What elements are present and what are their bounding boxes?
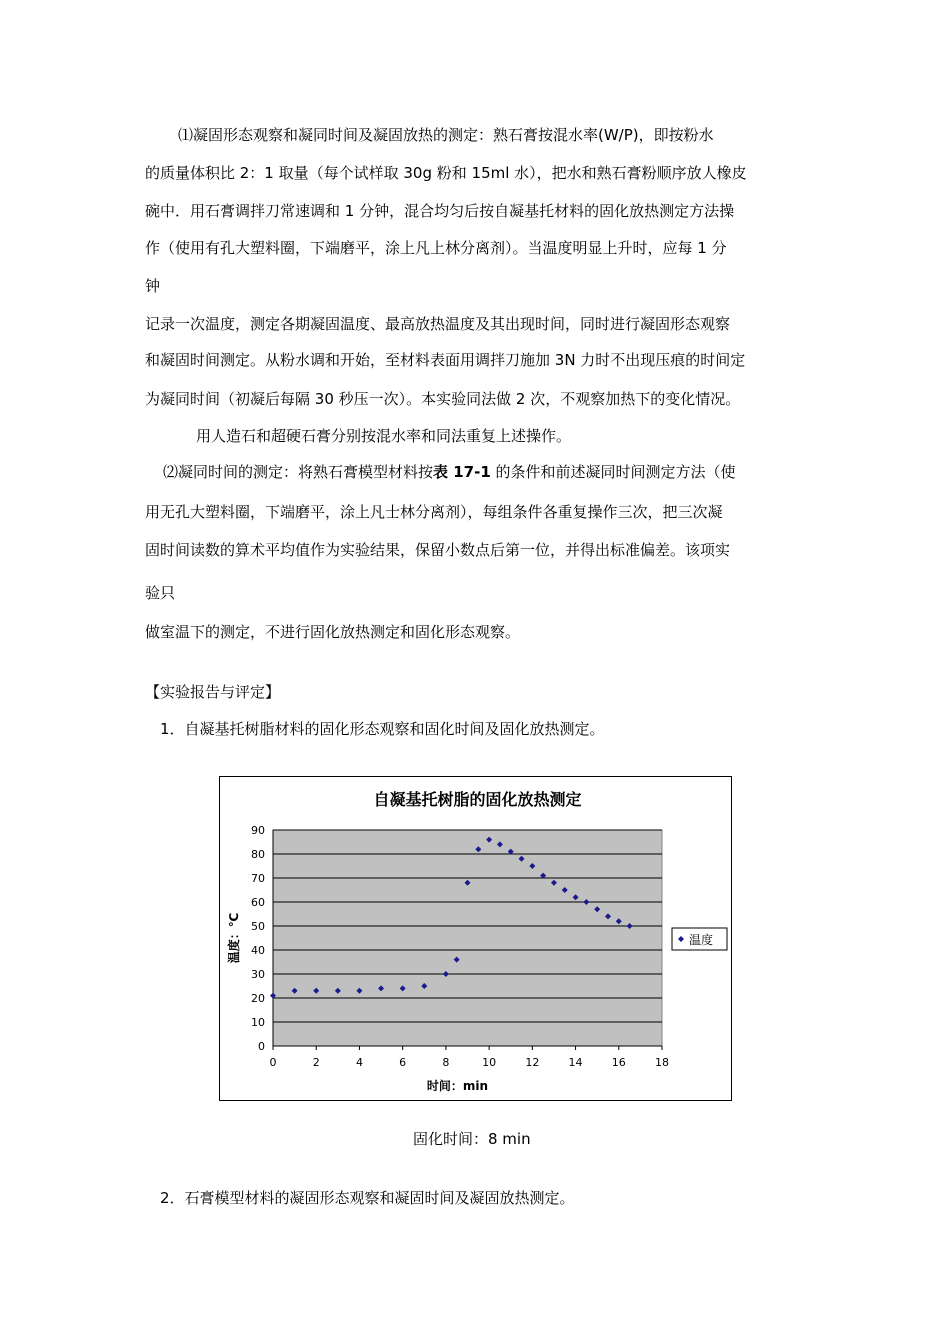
paragraph-text: ⑵凝同时间的测定：将熟石膏模型材料按 bbox=[163, 463, 434, 481]
paragraph-line: 验只 bbox=[145, 584, 176, 602]
legend-label: 温度 bbox=[689, 933, 714, 947]
chart-title: 自凝基托树脂的固化放热测定 bbox=[373, 790, 582, 809]
x-tick-label: 8 bbox=[442, 1056, 450, 1069]
y-tick-label: 50 bbox=[251, 920, 265, 933]
x-tick-label: 0 bbox=[269, 1056, 277, 1069]
y-tick-label: 90 bbox=[251, 824, 265, 837]
x-tick-label: 10 bbox=[482, 1056, 497, 1069]
table-reference: 表 17-1 bbox=[433, 463, 491, 481]
paragraph-line: 钟 bbox=[145, 277, 161, 295]
paragraph-line: 的质量体积比 2：1 取量（每个试样取 30g 粉和 15ml 水），把水和熟石膏粉顺序放人橡皮 bbox=[145, 164, 747, 182]
paragraph-line: 和凝固时间测定。从粉水调和开始，至材料表面用调拌刀施加 3N 力时不出现压痕的时间定 bbox=[145, 351, 746, 369]
list-item: 1．自凝基托树脂材料的固化形态观察和固化时间及固化放热测定。 bbox=[160, 720, 605, 738]
y-tick-label: 70 bbox=[251, 872, 265, 885]
x-tick-label: 12 bbox=[525, 1056, 540, 1069]
paragraph-line: 用无孔大塑料圈，下端磨平，涂上凡士林分离剂），每组条件各重复操作三次，把三次凝 bbox=[145, 503, 723, 521]
x-tick-label: 4 bbox=[355, 1056, 363, 1069]
y-tick-label: 0 bbox=[258, 1040, 265, 1053]
chart bbox=[219, 776, 732, 1101]
paragraph-line: 做室温下的测定，不进行固化放热测定和固化形态观察。 bbox=[145, 623, 521, 641]
x-tick-label: 6 bbox=[399, 1056, 407, 1069]
y-tick-label: 30 bbox=[251, 968, 265, 981]
paragraph-line: 固时间读数的算术平均值作为实验结果，保留小数点后第一位，并得出标准偏差。该项实 bbox=[145, 541, 731, 559]
y-tick-label: 10 bbox=[251, 1016, 265, 1029]
x-tick-label: 18 bbox=[655, 1056, 669, 1069]
paragraph-line: 用人造石和超硬石膏分别按混水率和同法重复上述操作。 bbox=[196, 427, 572, 445]
chart-caption: 固化时间：8 min bbox=[413, 1130, 531, 1148]
paragraph-line bbox=[163, 462, 736, 482]
y-tick-label: 40 bbox=[251, 944, 265, 957]
y-axis-label: 温度：℃ bbox=[227, 912, 241, 964]
chart-svg bbox=[220, 777, 731, 1100]
paragraph-line: ⑴凝固形态观察和凝同时间及凝固放热的测定：熟石膏按混水率(W/P)，即按粉水 bbox=[178, 126, 714, 144]
paragraph-line: 记录一次温度，测定各期凝固温度、最高放热温度及其出现时间，同时进行凝固形态观察 bbox=[145, 315, 731, 333]
paragraph-line: 碗中．用石膏调拌刀常速调和 1 分钟，混合均匀后按自凝基托材料的固化放热测定方法操 bbox=[145, 202, 735, 220]
list-item: 2．石膏模型材料的凝固形态观察和凝固时间及凝固放热测定。 bbox=[160, 1189, 575, 1207]
x-tick-label: 14 bbox=[568, 1056, 583, 1069]
paragraph-line: 作（使用有孔大塑料圈，下端磨平，涂上凡上林分离剂）。当温度明显上升时，应每 1 分 bbox=[145, 239, 727, 257]
paragraph-line: 为凝同时间（初凝后每隔 30 秒压一次）。本实验同法做 2 次，不观察加热下的变化情况。 bbox=[145, 390, 741, 408]
paragraph-text: 的条件和前述凝同时间测定方法（使 bbox=[490, 463, 736, 481]
x-tick-label: 2 bbox=[312, 1056, 320, 1069]
x-axis-label: 时间：min bbox=[426, 1079, 489, 1093]
y-tick-label: 60 bbox=[251, 896, 265, 909]
y-tick-label: 80 bbox=[251, 848, 265, 861]
x-tick-label: 16 bbox=[611, 1056, 626, 1069]
y-tick-label: 20 bbox=[251, 992, 265, 1005]
section-title: 【实验报告与评定】 bbox=[145, 683, 281, 701]
plot-area bbox=[273, 830, 662, 1046]
